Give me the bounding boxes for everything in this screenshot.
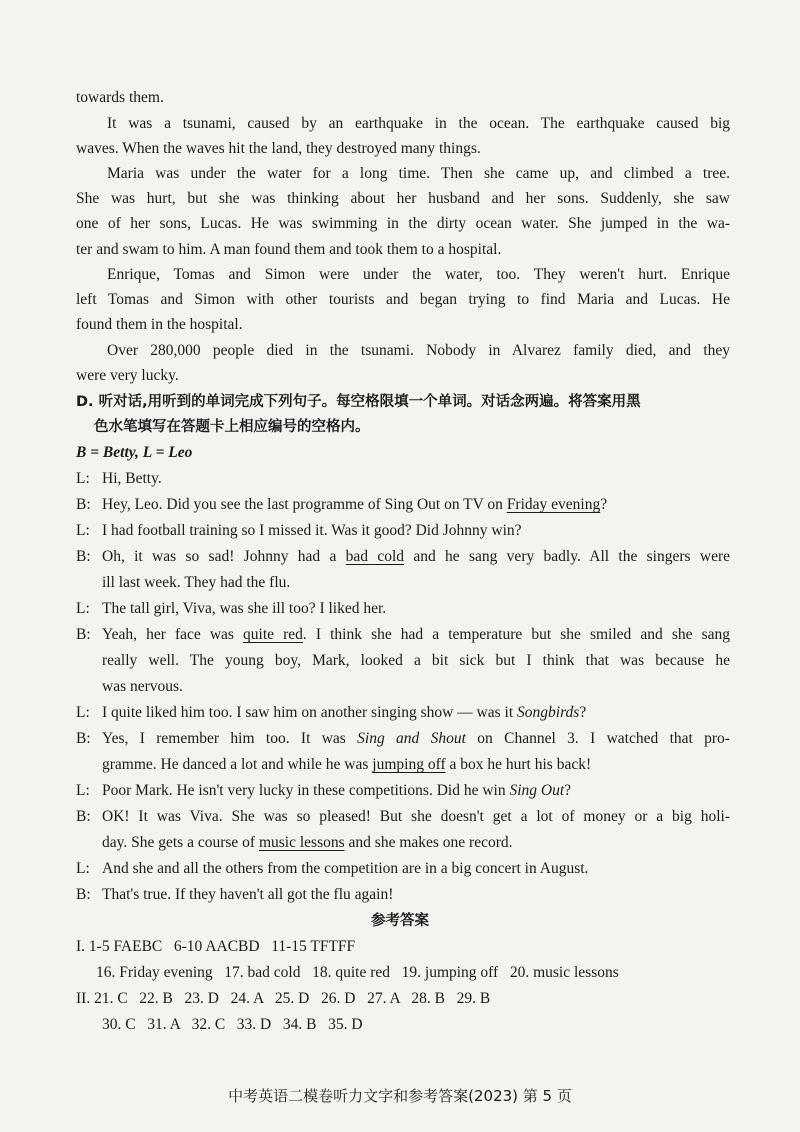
answers-row: 16. Friday evening 17. bad cold 18. quite red 19. jumping off 20. music lessons <box>96 964 619 981</box>
answers-heading: 参考答案 <box>371 913 429 929</box>
speaker-label: L: <box>76 782 90 799</box>
speaker-label: L: <box>76 600 90 617</box>
page-footer: 中考英语二模卷听力文字和参考答案(2023) 第 5 页 <box>228 1087 572 1105</box>
story-line: one of her sons, Lucas. He was swimming in the dirty ocean water. She jumped in the wa- <box>76 215 730 232</box>
story-line: Over 280,000 people died in the tsunami. Nobody in Alvarez family died, and they <box>107 342 730 359</box>
dialogue-line: gramme. He danced a lot and while he was jumping off a box he hurt his back! <box>102 756 592 773</box>
dialogue-line: Poor Mark. He isn't very lucky in these competitions. Did he win Sing Out? <box>102 782 572 799</box>
speaker-label: B: <box>76 548 91 565</box>
story-line: were very lucky. <box>76 367 179 384</box>
story-line: ter and swam to him. A man found them and took them to a hospital. <box>76 241 502 258</box>
roles-legend: B = Betty, L = Leo <box>76 444 193 461</box>
dialogue-line: really well. The young boy, Mark, looked a bit sick but I think that was because he <box>102 652 730 669</box>
dialogue-line: Yeah, her face was quite red. I think she had a temperature but she smiled and she sang <box>102 626 730 643</box>
dialogue-line: That's true. If they haven't all got the flu again! <box>102 886 394 903</box>
section-d-instruction: D. 听对话,用听到的单词完成下列句子。每空格限填一个单词。对话念两遍。将答案用黑 <box>76 394 641 410</box>
story-line: She was hurt, but she was thinking about her husband and her sons. Suddenly, she saw <box>76 190 730 207</box>
speaker-label: B: <box>76 496 91 513</box>
speaker-label: B: <box>76 886 91 903</box>
speaker-label: L: <box>76 470 90 487</box>
answer-20-underline: music lessons <box>258 834 345 851</box>
speaker-label: L: <box>76 522 90 539</box>
dialogue-line: ill last week. They had the flu. <box>102 574 291 591</box>
dialogue-line: I quite liked him too. I saw him on another singing show — was it Songbirds? <box>102 704 587 721</box>
speaker-label: L: <box>76 860 90 877</box>
answers-row: II. 21. C 22. B 23. D 24. A 25. D 26. D 27. A 28. B 29. B <box>76 990 491 1007</box>
story-line: Enrique, Tomas and Simon were under the water, too. They weren't hurt. Enrique <box>107 266 730 283</box>
dialogue-line: And she and all the others from the competition are in a big concert in August. <box>102 860 589 877</box>
story-line: found them in the hospital. <box>76 316 243 333</box>
answer-17-underline: bad cold <box>345 548 405 565</box>
dialogue-line: OK! It was Viva. She was so pleased! But she doesn't get a lot of money or a big holi- <box>102 808 730 825</box>
dialogue-line: was nervous. <box>102 678 183 695</box>
answers-row: I. 1-5 FAEBC 6-10 AACBD 11-15 TFTFF <box>76 938 356 955</box>
section-d-instruction: 色水笔填写在答题卡上相应编号的空格内。 <box>94 419 370 435</box>
dialogue-line: Yes, I remember him too. It was Sing and Shout on Channel 3. I watched that pro- <box>102 730 730 747</box>
speaker-label: L: <box>76 704 90 721</box>
story-line: towards them. <box>76 89 164 106</box>
answers-row: 30. C 31. A 32. C 33. D 34. B 35. D <box>102 1016 363 1033</box>
story-line: It was a tsunami, caused by an earthquake in the ocean. The earthquake caused big <box>107 115 730 132</box>
answer-16-underline: Friday evening <box>506 496 601 513</box>
story-line: Maria was under the water for a long time. Then she came up, and climbed a tree. <box>107 165 730 182</box>
speaker-label: B: <box>76 730 91 747</box>
dialogue-line: The tall girl, Viva, was she ill too? I liked her. <box>102 600 387 617</box>
dialogue-line: Hey, Leo. Did you see the last programme of Sing Out on TV on Friday evening? <box>102 496 608 513</box>
dialogue-line: Hi, Betty. <box>102 470 162 487</box>
dialogue-line: Oh, it was so sad! Johnny had a bad cold and he sang very badly. All the singers were <box>102 548 730 565</box>
dialogue-line: day. She gets a course of music lessons and she makes one record. <box>102 834 513 851</box>
answer-18-underline: quite red <box>243 626 303 643</box>
dialogue-line: I had football training so I missed it. Was it good? Did Johnny win? <box>102 522 522 539</box>
speaker-label: B: <box>76 808 91 825</box>
story-line: left Tomas and Simon with other tourists and began trying to find Maria and Lucas. He <box>76 291 730 308</box>
answer-19-underline: jumping off <box>372 756 446 773</box>
story-line: waves. When the waves hit the land, they destroyed many things. <box>76 140 481 157</box>
speaker-label: B: <box>76 626 91 643</box>
